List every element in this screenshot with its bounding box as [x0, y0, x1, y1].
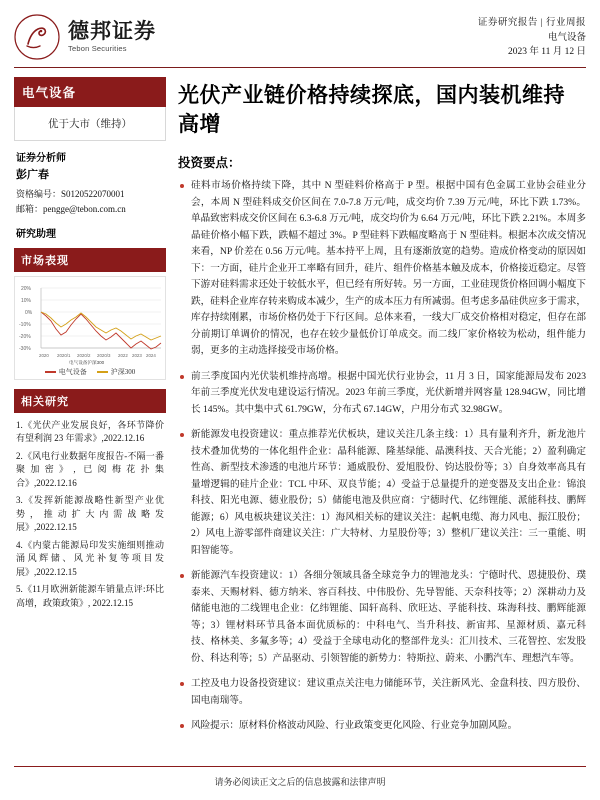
- svg-text:-10%: -10%: [19, 321, 31, 328]
- list-item[interactable]: 5.《11月欧洲新能源车销量点评:环比高增，政策政策》, 2022.12.15: [16, 584, 164, 608]
- svg-text:2022: 2022: [118, 352, 128, 358]
- header-divider: [14, 67, 586, 68]
- investment-points-list: [178, 178, 586, 735]
- page-title: 光伏产业链价格持续探底，国内装机维持高增: [178, 83, 565, 137]
- tebon-logo-icon: [14, 14, 60, 60]
- header-meta: [478, 14, 586, 60]
- report-industry: 电气设备: [547, 32, 586, 43]
- chart-caption: 电气设备沪深300: [69, 359, 105, 365]
- brand-name-en: Tebon Securities: [68, 44, 127, 54]
- legend-label-1: 沪深300: [110, 367, 136, 376]
- investment-points-heading: 投资要点：: [178, 156, 241, 171]
- market-performance-bar: 市场表现: [14, 248, 166, 272]
- related-research-bar: 相关研究: [14, 389, 166, 413]
- sidebar: [14, 77, 166, 743]
- list-item[interactable]: 3.《发挥新能源战略性新型产业优势，推动扩大内需战略发展》,2022.12.15: [16, 495, 164, 533]
- footer-divider: [14, 766, 586, 767]
- analyst-email: 邮箱：pengge@tebon.com.cn: [16, 204, 126, 214]
- brand-block: [14, 14, 156, 60]
- list-item[interactable]: 2.《风电行业数据年度报告-不隔一番聚加密》, 已阅梅花扑集合》,2022.12.16: [16, 450, 164, 488]
- list-item: 风险提示：原材料价格波动风险、行业政策变更化风险、行业竞争加剧风险。: [178, 718, 586, 735]
- svg-text:0%: 0%: [25, 309, 33, 316]
- chart-svg: [17, 280, 165, 366]
- brand-text: [68, 21, 156, 53]
- research-assistant-label: 研究助理: [16, 228, 56, 240]
- svg-text:2020: 2020: [39, 352, 49, 358]
- market-performance-chart: [14, 276, 166, 380]
- svg-text:2024: 2024: [146, 352, 156, 358]
- legend-item-1: [97, 367, 136, 377]
- chart-legend: [17, 367, 163, 377]
- report-type: 证券研究报告 | 行业周报: [477, 18, 586, 28]
- svg-text:-30%: -30%: [19, 345, 31, 352]
- page-footer: [0, 766, 600, 790]
- related-research-list: [16, 419, 164, 611]
- report-body: [14, 77, 586, 743]
- list-item[interactable]: 1.《光伏产业发展良好，各环节降价有望利润 23 年需求》,2022.12.16: [16, 419, 164, 444]
- report-date: 2023 年 11 月 12 日: [507, 47, 586, 58]
- list-item: 新能源汽车投资建议：1）各细分领域具备全球竞争力的锂池龙头：宁德时代、恩捷股份、璞泰来、天赐材料、德方纳米、容百科技、中伟股份、先导智能、天奈科技等；2）深耕动力及储能电池的二线锂电企业：亿纬锂能、国轩高科、欣旺达、孚能科技、珠海科技、鹏辉能源等；3）锂材料环节具备本面优质标的：中科电气、当升科技、新宙邦、星源材质、嘉元科技、格林美、多氟多等；4）受益于全球电动化的整部件龙头：汇川技术、三花智控、宏发股份、科达利等；5）产品驱动、引领智能的新势力：特斯拉、蔚来、小鹏汽车、理想汽车等。: [178, 568, 586, 667]
- legend-label-0: 电气设备: [58, 367, 87, 376]
- list-item: 新能源发电投资建议：重点推荐光伏板块，建议关注几条主线：1）具有量利齐升，新龙池片技术叠加优势的一体化组件企业：晶科能源、隆基绿能、晶澳科技、天合光能；2）盈利确定性高、新型技术渗透的电池片环节：通威股份、爱旭股份、钧达股份等；3）自身效率高具有量增逻辑的硅片企业：TCL 中环、双良节能；4）受益于总量提升的逆变器及支出企业：锦浪科技、阳光电源、德业股份；5）储能电池及供应商：宁德时代、亿纬锂能、派能科技、鹏辉能源；6）风电板块建议关注：1）海风相关标的建议关注：起帆电缆、海力风电、振江股份；2）风电上游零部件商建议关注：广大特材、力星股份等；3）整机厂建议关注：三一重能、明阳智能等。: [178, 427, 586, 559]
- svg-text:2020/2: 2020/2: [77, 352, 91, 358]
- page-header: [14, 0, 586, 60]
- analyst-section-label: 证券分析师: [16, 153, 66, 165]
- list-item: 前三季度国内光伏装机维持高增。根据中国光伏行业协会，11 月 3 日，国家能源局发布 2023 年前三季度光伏发电建设运行情况。2023 年前三季度，光伏新增并网容量 128.94GW，同比增长 145%。其中集中式 61.79GW，分布式 67.14GW，户用分布式 32.98GW。: [178, 369, 586, 419]
- svg-text:20%: 20%: [21, 285, 32, 292]
- svg-text:-20%: -20%: [19, 333, 31, 340]
- brand-name-cn: 德邦证券: [68, 20, 156, 44]
- rating-box: 优于大市（维持）: [14, 107, 166, 141]
- list-item: 硅料市场价格持续下降，其中 N 型硅料价格高于 P 型。根据中国有色金属工业协会硅业分会，本周 N 型硅料成交价区间在 7.0-7.8 万元/吨，成交均价 7.39 万元/吨，环比下跌 1.73%。单晶致密料成交价区间在 6.3-6.8 万元/吨，成交均价为 6.64 万元/吨，环比下跌 2.21%。本周多晶硅价格小幅下跌，跌幅不超过 3%。P 型硅料下跌幅度略高于 N 型硅料。根据本次成交情况来看，NP 价差在 0.56 万元/吨。基本持平上周，且有逐渐放宽的趋势。造成价格变动的原因如下：一方面，硅片企业开工率略有回升，硅片、组件价格基本触及成本，价格接近稳定。尽管下游对硅料需求还处于较低水平，但已经有所好转。另一方面，工业硅现货价格回调小幅度下跌，硅料企业库存转来购成本减少，生产的成本压力有所减弱。但考虑多晶硅供应多于需求，库存持续刚累，市场价格仍处于下行区间。总体来看，一线大厂成交价格相对稳定，但存在部分前期订单调价的情况，也存在较少量低价订单成交。而二线厂家价格较为松动，组件能力弱，更多的主动选择接受市场价格。: [178, 178, 586, 360]
- svg-text:10%: 10%: [21, 297, 32, 304]
- analyst-cert: 资格编号：S0120522070001: [16, 189, 125, 200]
- svg-text:2023: 2023: [132, 352, 142, 358]
- list-item[interactable]: 4.《内蒙古能源局印发实施细则推动涌风辉储、风光补复等项目发展》,2022.12.15: [16, 539, 164, 577]
- svg-text:2020/3: 2020/3: [97, 352, 111, 358]
- legend-item-0: [45, 367, 87, 377]
- list-item: 工控及电力设备投资建议：建议重点关注电力储能环节，关注新风光、金盘科技、四方股份、国电南瑞等。: [178, 676, 586, 709]
- main-content: [178, 77, 586, 743]
- footer-disclaimer: 请务必阅读正文之后的信息披露和法律声明: [214, 777, 386, 787]
- analyst-meta: [16, 187, 164, 217]
- analyst-name: 彭广春: [16, 169, 49, 182]
- sidebar-industry-bar: 电气设备: [14, 77, 166, 107]
- svg-text:2020/1: 2020/1: [57, 352, 71, 358]
